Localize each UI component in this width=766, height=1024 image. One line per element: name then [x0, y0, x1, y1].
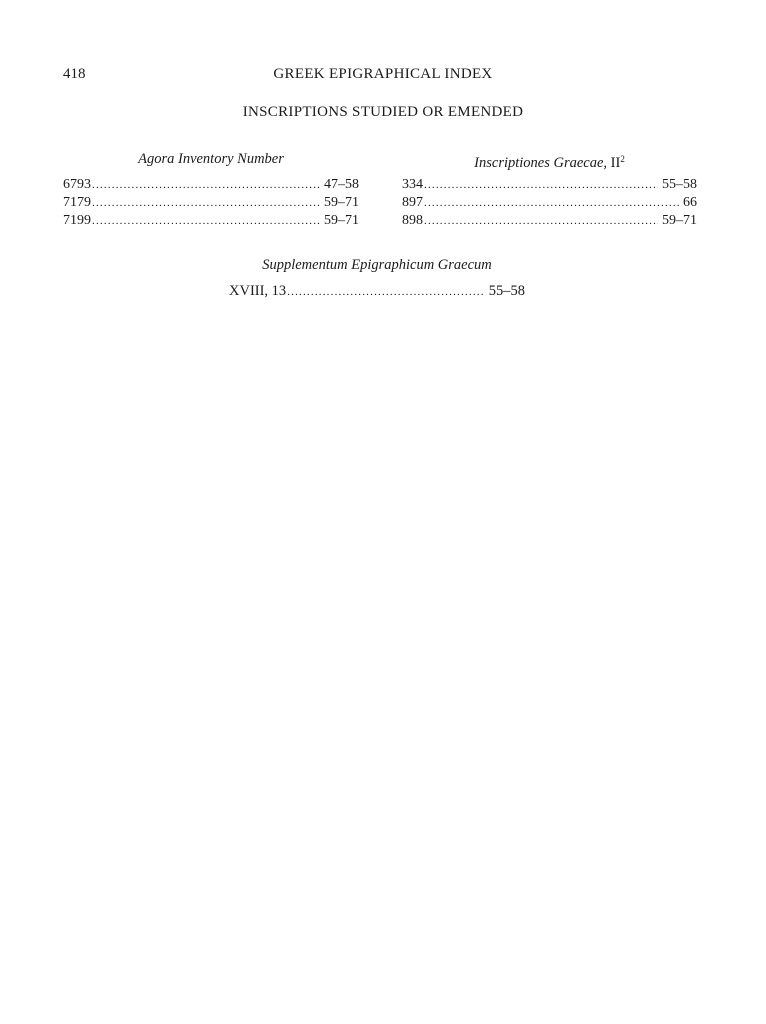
dot-leader — [92, 176, 320, 194]
index-entry — [402, 194, 697, 212]
seg-column — [229, 255, 525, 300]
entry-number: 6793 — [63, 177, 91, 192]
section-title: INSCRIPTIONS STUDIED OR EMENDED — [242, 104, 524, 120]
ig-heading-volume: II — [610, 155, 621, 171]
index-entry — [63, 176, 359, 194]
entry-number: 7199 — [63, 213, 91, 228]
entry-number: 898 — [402, 213, 423, 228]
dot-leader — [424, 212, 658, 230]
inscriptiones-graecae-heading — [402, 149, 697, 169]
index-entry — [63, 212, 359, 230]
dot-leader — [424, 194, 679, 212]
entry-number: 334 — [402, 177, 423, 192]
entry-pages: 47–58 — [324, 177, 359, 192]
page-number: 418 — [63, 66, 86, 82]
entry-pages: 66 — [683, 195, 697, 210]
index-entry — [402, 176, 697, 194]
entry-pages: 55–58 — [488, 283, 525, 299]
dot-leader — [92, 212, 320, 230]
entry-pages: 59–71 — [662, 213, 697, 228]
ig-heading-text: Inscriptiones Graecae, — [474, 155, 608, 171]
dot-leader — [287, 283, 485, 301]
entry-number: 897 — [402, 195, 423, 210]
index-entry — [402, 212, 697, 230]
entry-pages: 55–58 — [662, 177, 697, 192]
entry-pages: 59–71 — [324, 195, 359, 210]
dot-leader — [92, 194, 320, 212]
ig-heading-edition: 2 — [620, 154, 625, 164]
dot-leader — [424, 176, 658, 194]
index-entry — [63, 194, 359, 212]
agora-inventory-column — [63, 149, 359, 230]
index-entry — [229, 282, 525, 300]
seg-heading: Supplementum Epigraphicum Graecum — [262, 257, 492, 273]
entry-number: 7179 — [63, 195, 91, 210]
inscriptiones-graecae-column — [402, 149, 697, 230]
agora-inventory-heading: Agora Inventory Number — [138, 151, 284, 167]
running-head: GREEK EPIGRAPHICAL INDEX — [273, 66, 493, 82]
entry-number: XVIII, 13 — [229, 283, 287, 299]
entry-pages: 59–71 — [324, 213, 359, 228]
